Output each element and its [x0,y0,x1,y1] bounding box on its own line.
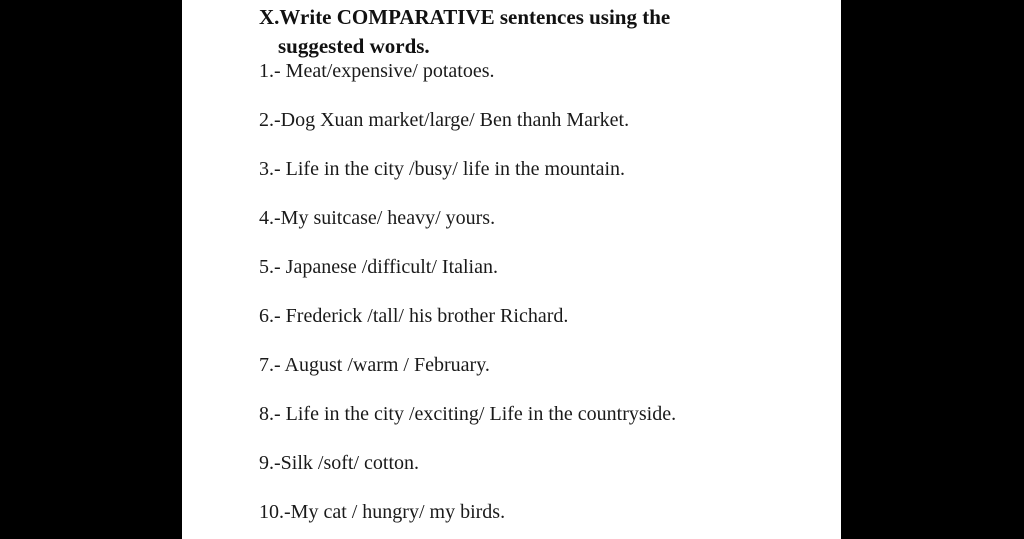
exercise-item: 1.- Meat/expensive/ potatoes. [259,60,495,82]
heading-line-1: X.Write COMPARATIVE sentences using the [259,5,671,29]
exercise-item: 10.-My cat / hungry/ my birds. [259,501,506,523]
exercise-item: 5.- Japanese /difficult/ Italian. [259,256,498,278]
exercise-item: 7.- August /warm / February. [259,354,490,376]
exercise-item: 8.- Life in the city /exciting/ Life in the countryside. [259,403,677,425]
exercise-item: 3.- Life in the city /busy/ life in the mountain. [259,158,626,180]
exercise-item: 4.-My suitcase/ heavy/ yours. [259,207,496,229]
heading-line-2: suggested words. [278,34,430,58]
right-black-bar [841,0,1024,539]
exercise-item: 2.-Dog Xuan market/large/ Ben thanh Market. [259,109,630,131]
exercise-item: 6.- Frederick /tall/ his brother Richard. [259,305,569,327]
exercise-item-list [259,57,676,539]
exercise-heading [259,3,729,61]
left-black-bar [0,0,182,539]
exercise-item: 9.-Silk /soft/ cotton. [259,452,419,474]
worksheet-page [182,0,841,539]
